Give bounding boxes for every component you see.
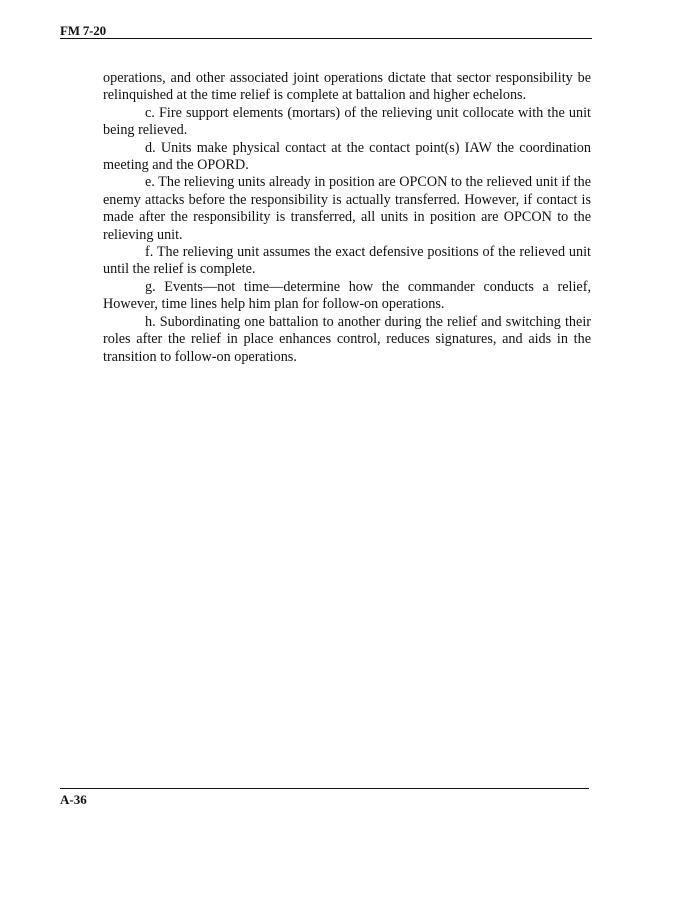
paragraph-continuation: operations, and other associated joint operations dictate that sector responsibility be relinquished at the time relief is complete at battalion and higher echelons.	[103, 70, 591, 104]
paragraph-c: c. Fire support elements (mortars) of the relieving unit collocate with the unit being relieved.	[103, 104, 591, 139]
page-header	[60, 24, 592, 39]
paragraph-f: f. The relieving unit assumes the exact defensive positions of the relieved unit until the relief is complete.	[103, 244, 591, 278]
page-number: A-36	[60, 792, 87, 807]
paragraph-e: e. The relieving units already in position are OPCON to the relieved unit if the enemy attacks before the responsibility is actually transferred. However, if contact is made after the responsibility is transferred, all units in position are OPCON to the relieving unit.	[103, 174, 591, 243]
paragraph-h: h. Subordinating one battalion to another during the relief and switching their roles after the relief in place enhances control, reduces signatures, and aids in the transition to follow-on operations.	[103, 313, 591, 365]
page-footer	[60, 788, 589, 807]
paragraph-d: d. Units make physical contact at the contact point(s) IAW the coordination meeting and the OPORD.	[103, 139, 591, 174]
document-id: FM 7-20	[60, 23, 106, 38]
paragraph-g: g. Events—not time—determine how the commander conducts a relief, However, time lines help him plan for follow-on operations.	[103, 278, 591, 313]
body-text	[103, 70, 591, 366]
